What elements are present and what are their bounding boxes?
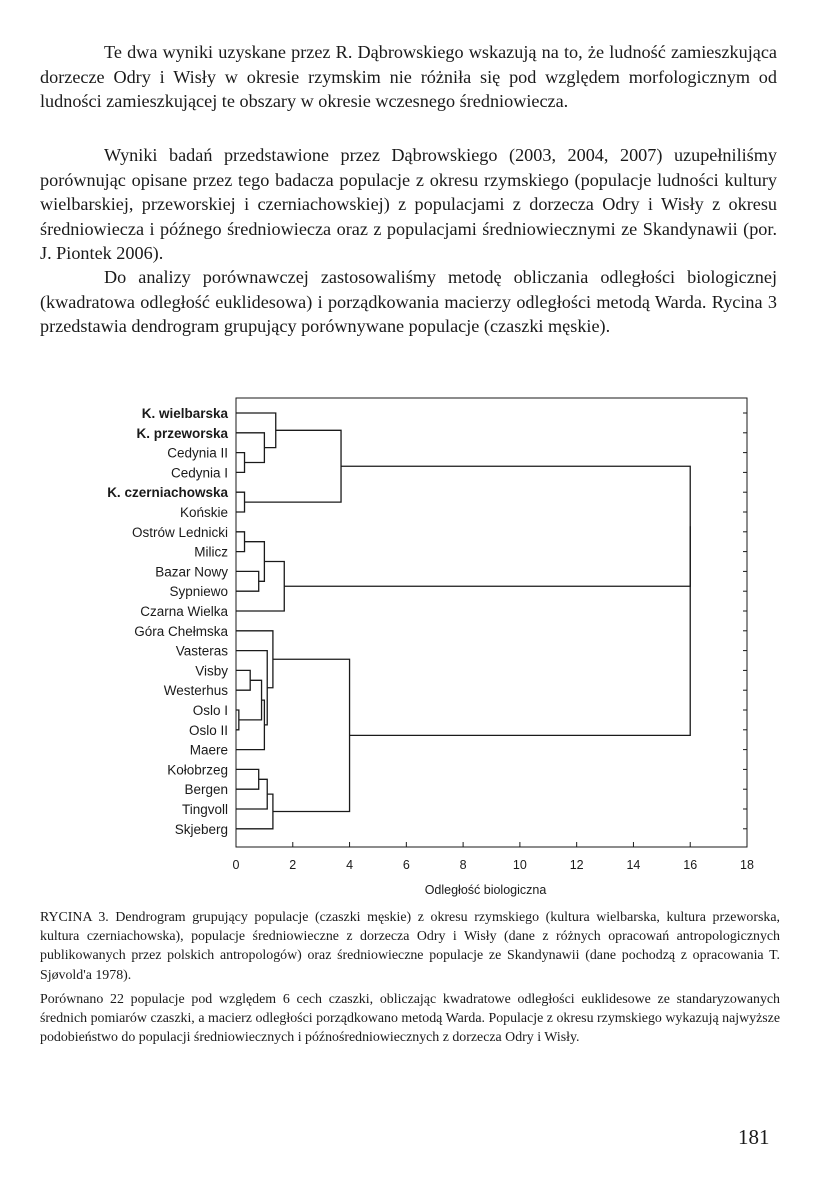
plot-frame	[236, 398, 747, 847]
dendrogram-link	[236, 700, 264, 750]
leaf-label: Skjeberg	[174, 821, 228, 837]
x-tick-label: 10	[512, 858, 527, 872]
leaf-label: Końskie	[179, 505, 228, 520]
leaf-label: K. przeworska	[136, 425, 228, 441]
figure-method-note: Porównano 22 populacje pod względem 6 cech czaszki, obliczając kwadratowe odległości euklidesowe ze standaryzowanych średnich pomiarów czaszki, a macierz odległości porządkowano metodą Warda. Populacje z okresu rzymskiego wykazują najwyższe podobieństwo do populacji średniowiecznych i późnośredniowiecznych z dorzecza Odry i Wisły.	[40, 992, 780, 1046]
leaf-labels	[107, 406, 228, 837]
leaf-label: Maere	[189, 742, 228, 758]
dendrogram-link	[236, 651, 267, 725]
leaf-label: K. wielbarska	[141, 406, 228, 421]
leaf-label: Góra Chełmska	[134, 623, 228, 639]
leaf-label: Czarna Wielka	[140, 604, 228, 619]
x-tick-label: 4	[346, 858, 354, 872]
x-tick-label: 12	[569, 858, 584, 872]
x-axis-label: Odległość biologiczna	[424, 883, 547, 897]
dendrogram-link	[236, 532, 245, 552]
dendrogram-link	[236, 769, 259, 789]
leaf-label: K. czerniachowska	[107, 485, 228, 501]
dendrogram-link	[273, 659, 350, 811]
leaf-label: Westerhus	[163, 683, 228, 699]
leaf-label: Cedynia I	[170, 465, 228, 481]
dendrogram-link	[245, 542, 265, 582]
leaf-label: Tingvoll	[181, 802, 228, 817]
dendrogram-links	[236, 413, 690, 829]
leaf-label: Milicz	[194, 544, 228, 560]
dendrogram-link	[236, 453, 245, 473]
dendrogram-link	[284, 466, 690, 586]
dendrogram-link	[236, 492, 245, 512]
dendrogram-link	[245, 430, 342, 502]
leaf-label: Ostrów Lednicki	[131, 524, 228, 540]
leaf-label: Sypniewo	[169, 584, 228, 600]
leaf-label: Oslo I	[192, 703, 228, 718]
x-tick-label: 2	[289, 858, 297, 872]
leaf-label: Bazar Nowy	[155, 564, 228, 580]
paragraph-1: Te dwa wyniki uzyskane przez R. Dąbrowskiego wskazują na to, że ludność zamieszkująca dorzecze Odry i Wisły w okresie rzymskim nie różniła się pod względem morfologicznym od ludności zamieszkującej te obszary w okresie wczesnego średniowiecza.	[40, 42, 777, 111]
paragraph-2: Wyniki badań przedstawione przez Dąbrowskiego (2003, 2004, 2007) uzupełniliśmy porównując opisane przez tego badacza populacje z okresu rzymskiego (populacje ludności kultury wielbarskiej, przeworskiej i czerniachowskiej) z populacjami z dorzecza Odry i Wisły z okresu średniowiecza i późnego średniowiecza oraz z populacjami średniowiecznymi ze Skandynawii (por. J. Piontek 2006).	[40, 145, 777, 263]
dendrogram-link	[350, 526, 691, 735]
x-tick-label: 0	[232, 858, 240, 872]
x-axis-ticks	[233, 398, 754, 872]
dendrogram-link	[236, 571, 259, 591]
leaf-label: Bergen	[184, 782, 228, 798]
leaf-label: Visby	[195, 663, 228, 679]
leaf-label: Oslo II	[188, 722, 228, 738]
leaf-label: Kołobrzeg	[167, 762, 228, 778]
leaf-label: Vasteras	[175, 643, 228, 659]
dendrogram-link	[236, 433, 264, 463]
dendrogram-chart	[0, 380, 814, 900]
x-tick-label: 8	[459, 858, 467, 872]
figure-caption: RYCINA 3. Dendrogram grupujący populacje (czaszki męskie) z okresu rzymskiego (kultura wielbarska, kultura przeworska, kultura czerniachowska), populacje średniowieczne z dorzecza Odry i Wisły (dane z różnych opracowań antropologicznych publikowanych przez polskich antropologów) oraz średniowieczne populacje ze Skandynawii (dane pochodzą z opracowania T. Sjøvold'a 1978).	[40, 910, 780, 983]
page-number: 181	[738, 1125, 770, 1149]
x-tick-label: 6	[402, 858, 410, 872]
dendrogram-link	[236, 670, 250, 690]
dendrogram-link	[236, 413, 276, 448]
x-tick-label: 16	[683, 858, 698, 872]
x-tick-label: 14	[626, 858, 641, 872]
plot-border	[236, 398, 747, 847]
dendrogram-link	[236, 562, 284, 612]
leaf-label: Cedynia II	[167, 445, 228, 461]
dendrogram-link	[236, 779, 267, 809]
paragraph-3: Do analizy porównawczej zastosowaliśmy metodę obliczania odległości biologicznej (kwadratowa odległość euklidesowa) i porządkowania macierzy odległości metodą Warda. Rycina 3 przedstawia dendrogram grupujący porównywane populacje (czaszki męskie).	[40, 267, 777, 336]
x-tick-label: 18	[740, 858, 754, 872]
